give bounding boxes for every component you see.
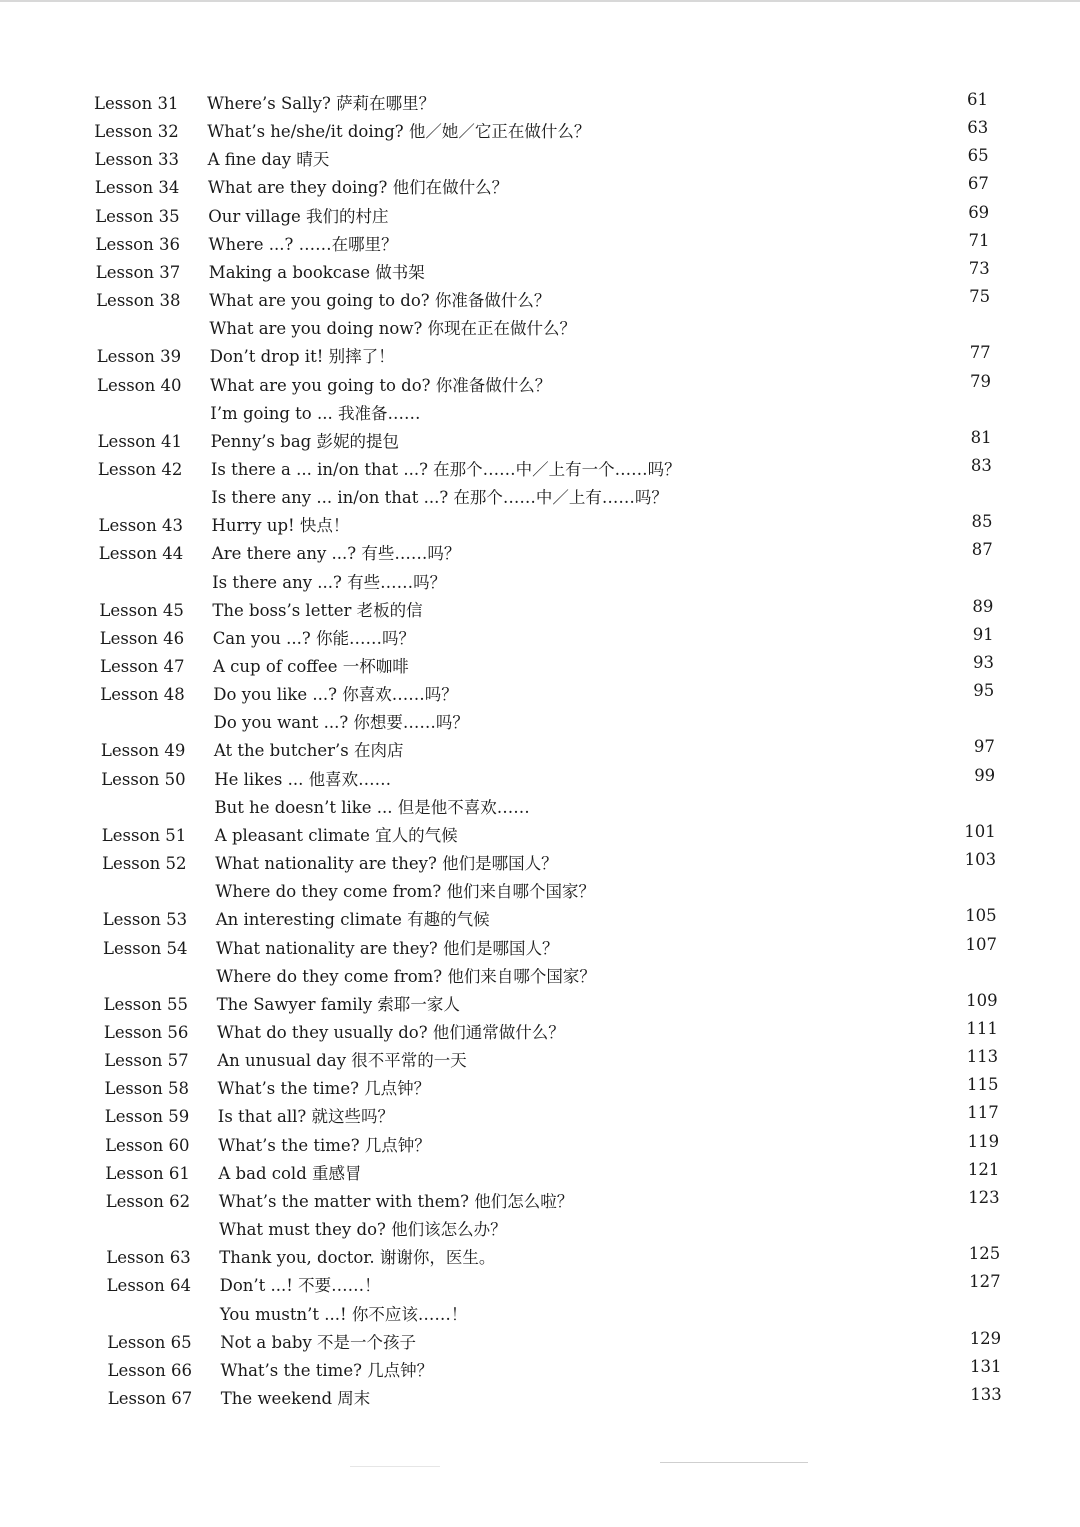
scan-artifact — [660, 1462, 808, 1463]
lesson-number: Lesson 49 — [100, 741, 186, 761]
lesson-number: Lesson 57 — [104, 1051, 189, 1071]
page-number: 65 — [967, 146, 989, 166]
lesson-number: Lesson 32 — [94, 122, 179, 142]
lesson-title: An interesting climate 有趣的气候 — [215, 910, 490, 930]
lesson-number: Lesson 66 — [107, 1360, 192, 1380]
lesson-title: What’s the time? 几点钟？ — [220, 1360, 434, 1380]
page-number: 85 — [971, 512, 993, 532]
page-number: 89 — [972, 596, 994, 616]
lesson-title: Don’t drop it! 别摔了！ — [209, 347, 395, 367]
page-number: 117 — [967, 1103, 999, 1123]
lesson-number: Lesson 46 — [99, 628, 185, 648]
page-number: 133 — [970, 1384, 1002, 1404]
page-number: 87 — [971, 540, 993, 560]
lesson-title: What are you going to do? 你准备做什么？ — [209, 291, 551, 310]
toc-title-alt: Do you want ...? 你想要……吗？ — [213, 713, 469, 733]
page-number: 105 — [965, 906, 997, 926]
lesson-number: Lesson 40 — [97, 375, 182, 395]
lesson-number: Lesson 42 — [97, 459, 183, 479]
page-number: 67 — [967, 174, 989, 194]
lesson-title: What are they doing? 他们在做什么？ — [207, 178, 509, 198]
lesson-number: Lesson 43 — [98, 516, 183, 536]
lesson-title: Where’s Sally? 萨莉在哪里？ — [207, 94, 436, 113]
lesson-title: Thank you, doctor. 谢谢你，医生。 — [219, 1248, 496, 1268]
page-number: 95 — [973, 681, 995, 701]
lesson-number: Lesson 54 — [103, 938, 188, 958]
lesson-title: What’s the time? 几点钟？ — [218, 1135, 431, 1155]
lesson-number: Lesson 41 — [97, 431, 183, 451]
lesson-title: What’s the matter with them? 他们怎么啦？ — [218, 1191, 574, 1211]
page-number: 79 — [970, 371, 991, 391]
lesson-number: Lesson 60 — [105, 1135, 190, 1155]
lesson-title: The weekend 周末 — [220, 1388, 371, 1408]
toc-title-alt: Where do they come from? 他们来自哪个国家？ — [215, 882, 595, 902]
lesson-title: At the butcher’s 在肉店 — [213, 741, 404, 761]
lesson-title: Do you like ...? 你喜欢……吗？ — [213, 685, 458, 705]
lesson-number: Lesson 53 — [102, 910, 188, 930]
page-number: 77 — [969, 343, 991, 363]
lesson-title: Are there any ...? 有些……吗？ — [211, 544, 461, 564]
lesson-number: Lesson 31 — [94, 94, 179, 113]
lesson-title: Can you ...? 你能……吗？ — [212, 628, 415, 648]
lesson-title: Our village 我们的村庄 — [208, 206, 389, 226]
lesson-number: Lesson 61 — [105, 1163, 190, 1183]
lesson-number: Lesson 39 — [96, 347, 182, 367]
scan-artifact — [350, 1466, 440, 1467]
page-number: 81 — [970, 427, 992, 447]
toc-title-alt: Is there any ...? 有些……吗？ — [212, 572, 447, 592]
lesson-title: Not a baby 不是一个孩子 — [220, 1332, 417, 1352]
lesson-title: A cup of coffee 一杯咖啡 — [213, 657, 409, 676]
page-number: 99 — [974, 765, 996, 785]
page-number: 103 — [964, 850, 997, 869]
page-number: 131 — [970, 1356, 1002, 1376]
lesson-number: Lesson 50 — [101, 769, 186, 789]
lesson-number: Lesson 35 — [95, 206, 180, 226]
page-number: 119 — [967, 1131, 1000, 1151]
page-number: 121 — [967, 1159, 1000, 1179]
lesson-title: The Sawyer family 索耶一家人 — [216, 994, 460, 1014]
lesson-title: An unusual day 很不平常的一天 — [217, 1051, 467, 1071]
toc-title-alt: Is there any ... in/on that ...? 在那个……中／上有……吗？ — [211, 488, 668, 508]
page-number: 91 — [972, 624, 994, 644]
lesson-title: He likes ... 他喜欢…… — [214, 769, 392, 789]
page-number: 97 — [973, 737, 995, 757]
page-number: 61 — [967, 90, 988, 109]
page-number: 75 — [969, 287, 991, 306]
lesson-number: Lesson 36 — [95, 234, 180, 254]
lesson-number: Lesson 45 — [99, 600, 184, 620]
lesson-title: Don’t ...! 不要……！ — [219, 1276, 381, 1296]
lesson-title: What nationality are they? 他们是哪国人？ — [216, 938, 559, 958]
lesson-number: Lesson 67 — [107, 1388, 193, 1408]
lesson-number: Lesson 51 — [101, 825, 187, 845]
lesson-title: What’s the time? 几点钟？ — [217, 1079, 431, 1099]
lesson-title: Penny’s bag 彭妮的提包 — [210, 431, 399, 451]
page-number: 71 — [968, 230, 990, 250]
lesson-number: Lesson 37 — [95, 262, 181, 282]
lesson-number: Lesson 33 — [94, 150, 180, 170]
page-number: 109 — [966, 990, 998, 1010]
page-number: 63 — [967, 118, 989, 138]
lesson-title: Making a bookcase 做书架 — [208, 262, 425, 282]
lesson-number: Lesson 63 — [106, 1248, 191, 1268]
lesson-number: Lesson 65 — [107, 1332, 192, 1352]
lesson-title: What nationality are they? 他们是哪国人？ — [215, 854, 558, 873]
lesson-title: What do they usually do? 他们通常做什么？ — [216, 1022, 565, 1042]
toc-title-alt: What must they do? 他们该怎么办？ — [219, 1220, 507, 1239]
lesson-title: What’s he/she/it doing? 他／她／它正在做什么？ — [207, 122, 591, 142]
lesson-title: Is there a ... in/on that ...? 在那个……中／上有一个……吗？ — [210, 459, 681, 479]
lesson-title: A pleasant climate 宜人的气候 — [214, 825, 458, 845]
page-number: 101 — [964, 821, 996, 841]
toc-title-alt: Where do they come from? 他们来自哪个国家？ — [216, 966, 596, 986]
page-number: 129 — [969, 1328, 1002, 1348]
lesson-title: A fine day 晴天 — [207, 150, 330, 170]
lesson-title: Where ...? ……在哪里？ — [208, 234, 398, 254]
lesson-number: Lesson 59 — [104, 1107, 190, 1127]
page-number: 115 — [967, 1075, 999, 1095]
page-number: 111 — [966, 1018, 998, 1038]
lesson-number: Lesson 62 — [105, 1191, 191, 1211]
toc-title-alt: You mustn’t ...! 你不应该……！ — [219, 1304, 468, 1324]
lesson-number: Lesson 47 — [100, 657, 185, 676]
toc-title-alt: I’m going to ... 我准备…… — [210, 403, 421, 423]
lesson-title: Is that all? 就这些吗？ — [217, 1107, 394, 1127]
lesson-title: Hurry up! 快点！ — [211, 516, 350, 536]
lesson-number: Lesson 38 — [96, 291, 181, 310]
page-number: 73 — [968, 258, 990, 278]
lesson-number: Lesson 56 — [103, 1022, 189, 1042]
page-number: 93 — [973, 653, 994, 672]
page-number: 127 — [969, 1272, 1001, 1292]
lesson-title: A bad cold 重感冒 — [218, 1163, 362, 1183]
lesson-number: Lesson 44 — [98, 544, 184, 564]
lesson-title: The boss’s letter 老板的信 — [212, 600, 423, 620]
lesson-title: What are you going to do? 你准备做什么？ — [210, 375, 552, 395]
page-number: 107 — [965, 934, 997, 954]
page-number: 123 — [968, 1187, 1000, 1207]
lesson-number: Lesson 34 — [94, 178, 180, 198]
page-number: 113 — [966, 1047, 999, 1067]
page-number: 83 — [970, 455, 992, 475]
lesson-number: Lesson 58 — [104, 1079, 189, 1099]
page-number: 69 — [968, 202, 990, 222]
page-number: 125 — [968, 1244, 1001, 1264]
lesson-number: Lesson 55 — [103, 994, 189, 1014]
lesson-number: Lesson 52 — [102, 854, 187, 873]
toc-title-alt: What are you doing now? 你现在正在做什么？ — [209, 319, 577, 339]
lesson-number: Lesson 48 — [100, 685, 185, 705]
toc-title-alt: But he doesn’t like ... 但是他不喜欢…… — [214, 797, 530, 817]
lesson-number: Lesson 64 — [106, 1276, 192, 1296]
